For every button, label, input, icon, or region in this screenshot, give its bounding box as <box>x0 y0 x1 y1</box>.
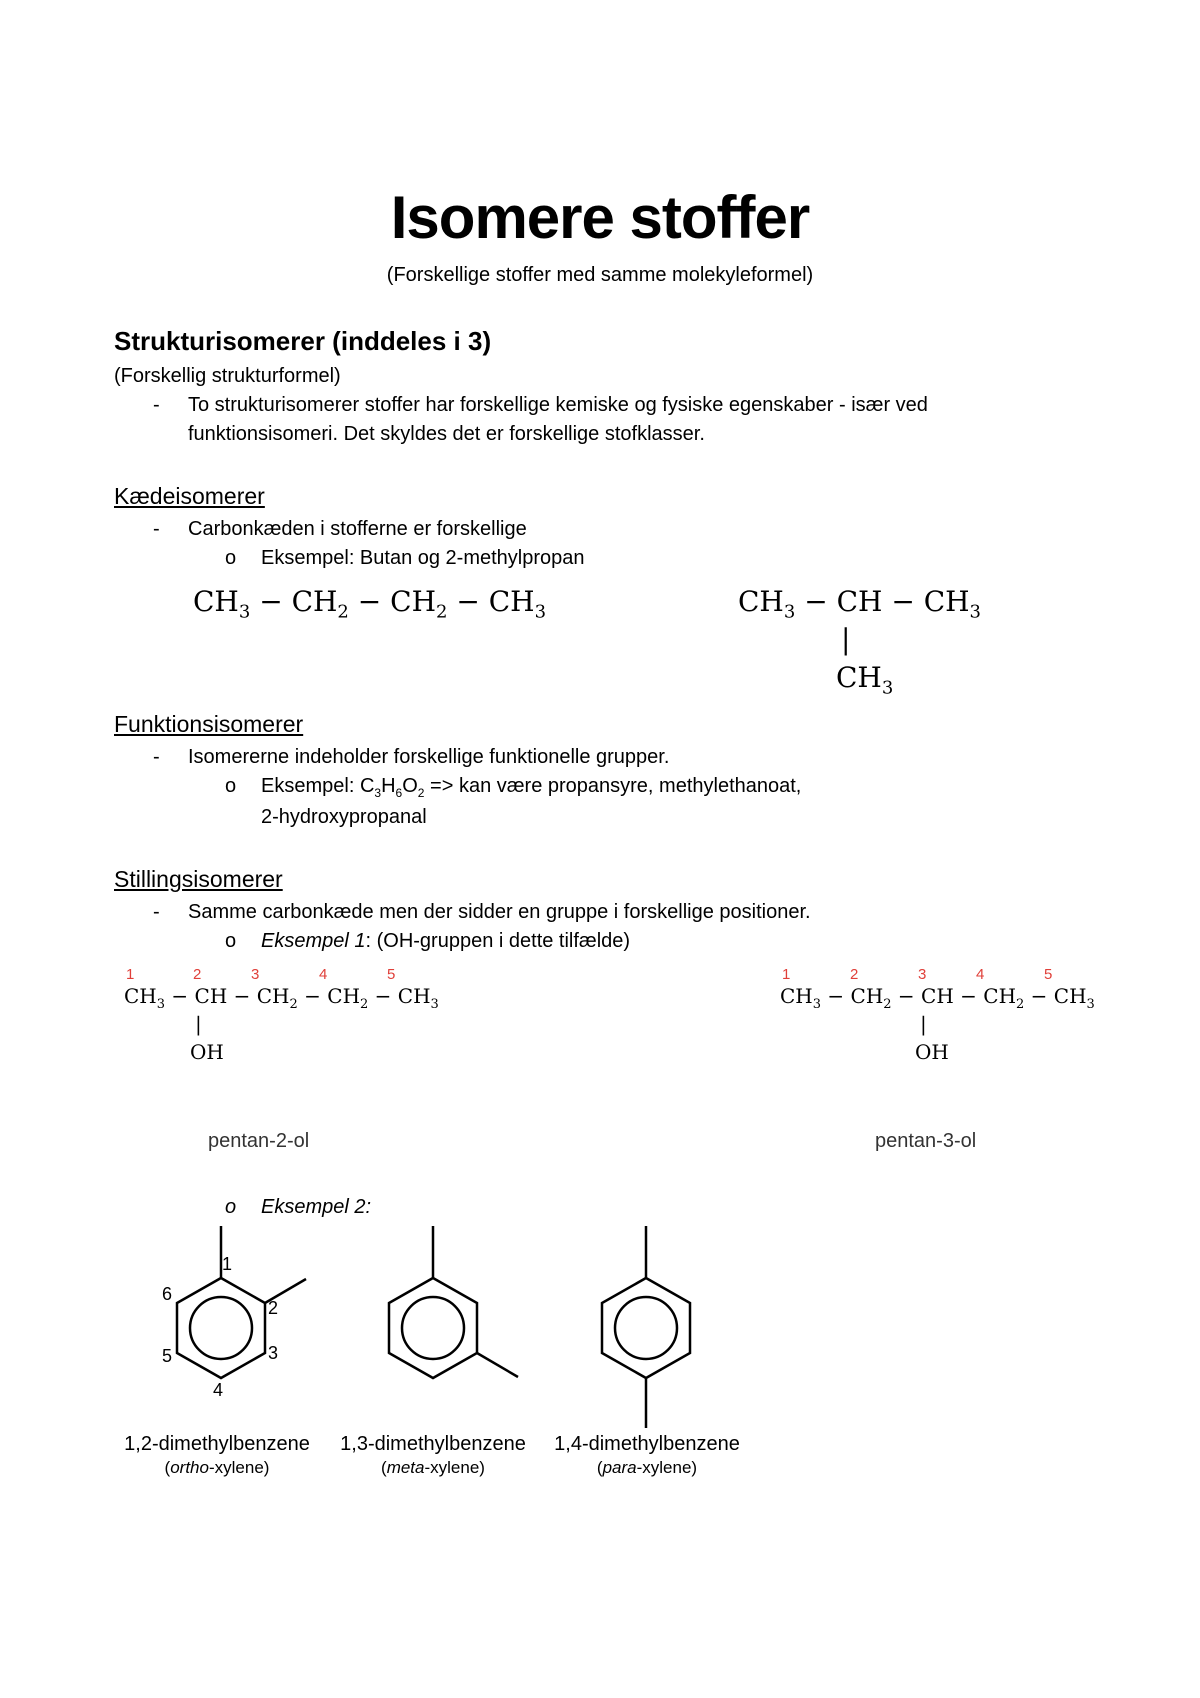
circle-bullet: o <box>225 775 237 797</box>
position-example2: Eksempel 2: <box>261 1196 372 1218</box>
butane-formula: $CH_3 - CH_2 - CH_2 - CH_3$ <box>193 585 547 623</box>
functional-example-line2: 2-hydroxypropanal <box>261 806 427 828</box>
xylene-common-meta: (meta-xylene) <box>381 1458 485 1477</box>
position-bullet: Samme carbonkæde men der sidder en gruppe i forskellige positioner. <box>188 901 811 923</box>
position-example1: Eksempel 1: (OH-gruppen i dette tilfælde) <box>261 930 631 952</box>
methylpropane-vbond: | <box>841 623 851 656</box>
ring-number-1: 1 <box>222 1254 233 1274</box>
dash-bullet: - <box>153 518 160 540</box>
circle-bullet: o <box>225 1196 237 1218</box>
ring-number-5: 5 <box>162 1346 173 1366</box>
dash-bullet: - <box>153 746 160 768</box>
chain-example: Eksempel: Butan og 2-methylpropan <box>261 547 585 569</box>
page-title: Isomere stoffer <box>390 184 810 251</box>
ring-number-3: 3 <box>268 1343 279 1363</box>
ring-number-2: 2 <box>268 1298 279 1318</box>
circle-bullet: o <box>225 930 237 952</box>
xylene-common-para: (para-xylene) <box>596 1458 698 1477</box>
dash-bullet: - <box>153 901 160 923</box>
chain-heading: Kædeisomerer <box>114 483 265 509</box>
dash-bullet: - <box>153 394 160 416</box>
xylene-name-meta: 1,3-dimethylbenzene <box>340 1433 526 1455</box>
methylpropane-branch: $CH_3$ <box>836 661 894 699</box>
circle-bullet: o <box>225 547 237 569</box>
caption-pentan-2-ol: pentan-2-ol <box>208 1130 310 1152</box>
section-heading: Strukturisomerer (inddeles i 3) <box>114 326 492 356</box>
xylene-common-ortho: (ortho-xylene) <box>164 1458 270 1477</box>
xylene-name-ortho: 1,2-dimethylbenzene <box>124 1433 310 1455</box>
caption-pentan-3-ol: pentan-3-ol <box>875 1130 977 1152</box>
section-bullet-line2: funktionsisomeri. Det skyldes det er forskellige stofklasser. <box>188 423 705 445</box>
functional-bullet: Isomererne indeholder forskellige funktionelle grupper. <box>188 746 670 768</box>
section-subheading: (Forskellig strukturformel) <box>114 365 341 387</box>
chain-bullet: Carbonkæden i stofferne er forskellige <box>188 518 527 540</box>
xylene-name-para: 1,4-dimethylbenzene <box>554 1433 740 1455</box>
functional-heading: Funktionsisomerer <box>114 711 304 737</box>
functional-example: Eksempel: $C_3H_6O_2$ => kan være propansyre, methylethanoat, <box>261 775 802 800</box>
section-bullet-line1: To strukturisomerer stoffer har forskellige kemiske og fysiske egenskaber - især ved <box>188 394 928 416</box>
ring-number-6: 6 <box>162 1284 173 1304</box>
ring-number-4: 4 <box>213 1380 224 1400</box>
page-subtitle: (Forskellige stoffer med samme molekyleformel) <box>386 264 814 286</box>
position-heading: Stillingsisomerer <box>114 866 283 892</box>
methylpropane-formula: $CH_3$ − CH − $CH_3$ <box>738 585 981 623</box>
